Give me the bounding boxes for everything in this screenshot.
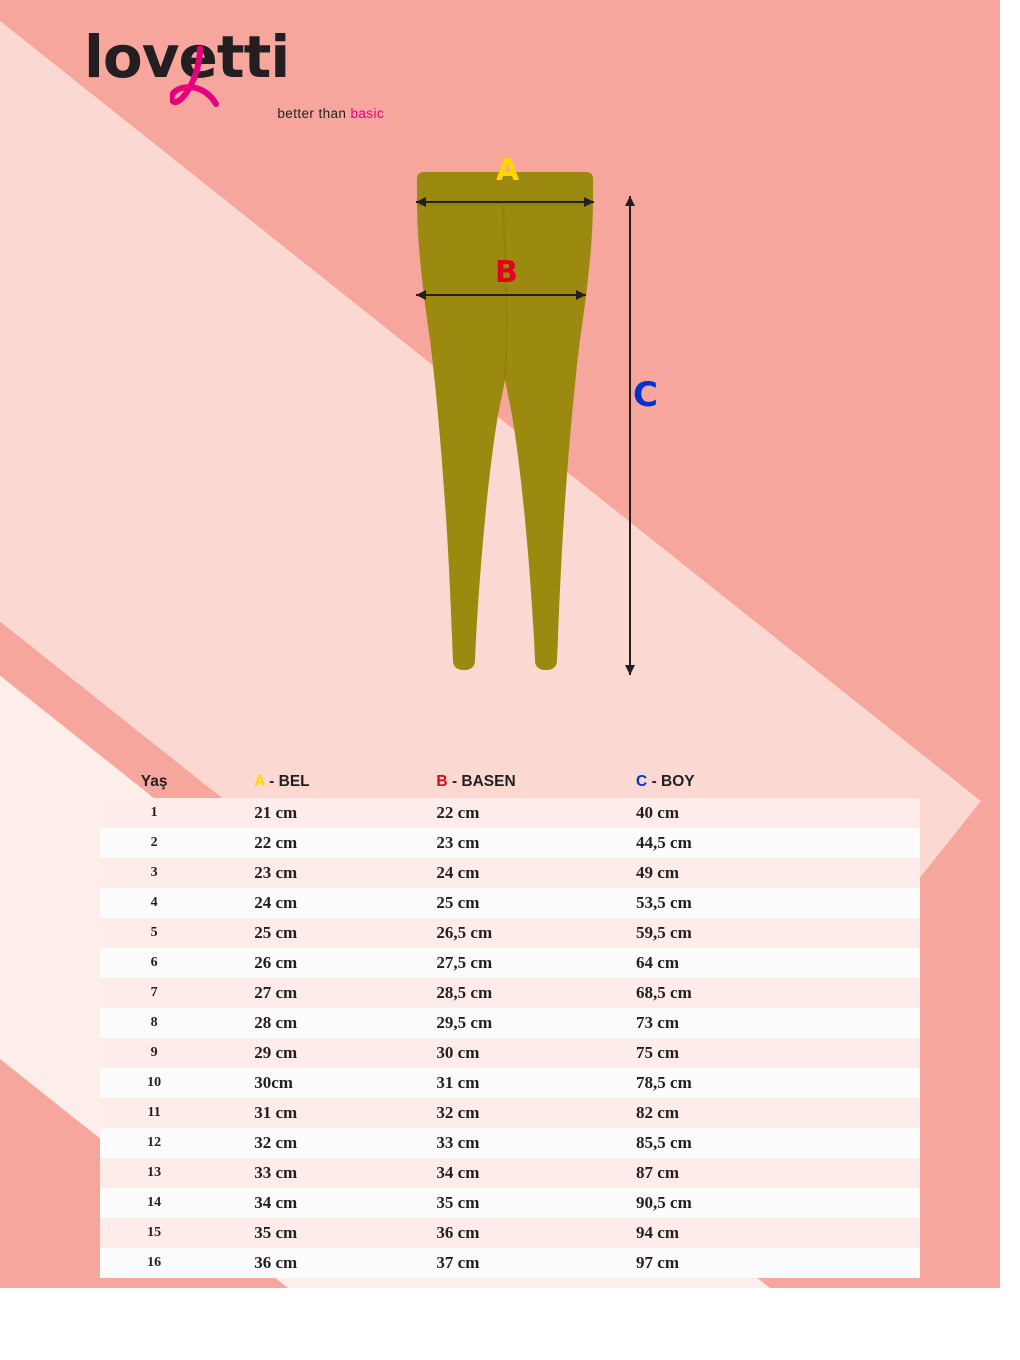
header-boy <box>618 765 920 798</box>
cell-bel: 28 cm <box>254 1013 298 1032</box>
cell-bel: 36 cm <box>254 1253 298 1272</box>
cell-boy: 97 cm <box>636 1253 680 1272</box>
cell-age: 2 <box>150 835 158 850</box>
header-basen-mark: B <box>436 772 448 790</box>
cell-bel: 32 cm <box>254 1133 298 1152</box>
cell-age: 8 <box>150 1015 158 1030</box>
cell-age: 15 <box>147 1225 162 1240</box>
cell-age: 3 <box>150 865 158 880</box>
cell-age: 1 <box>150 805 158 820</box>
background-bottom-margin <box>0 1288 1020 1360</box>
measure-arrow-c <box>625 196 635 675</box>
cell-bel: 27 cm <box>254 983 298 1002</box>
measure-label-b: B <box>495 255 518 290</box>
table-row <box>100 1218 920 1248</box>
measure-label-a: A <box>496 153 520 188</box>
cell-basen: 29,5 cm <box>436 1013 493 1032</box>
cell-boy: 82 cm <box>636 1103 680 1122</box>
brand-tagline <box>277 106 384 121</box>
table-row <box>100 1068 920 1098</box>
table-row <box>100 798 920 828</box>
cell-bel: 26 cm <box>254 953 298 972</box>
cell-age: 13 <box>147 1165 162 1180</box>
cell-basen: 35 cm <box>436 1193 480 1212</box>
cell-boy: 85,5 cm <box>636 1133 692 1152</box>
measure-label-c: C <box>633 375 658 415</box>
cell-boy: 94 cm <box>636 1223 680 1242</box>
cell-bel: 34 cm <box>254 1193 298 1212</box>
cell-age: 5 <box>150 925 158 940</box>
cell-boy: 64 cm <box>636 953 680 972</box>
cell-basen: 23 cm <box>436 833 480 852</box>
cell-age: 11 <box>147 1105 161 1120</box>
leggings-shape <box>417 172 593 670</box>
cell-bel: 25 cm <box>254 923 298 942</box>
brand-wordmark: lovetti <box>84 23 290 91</box>
cell-basen: 34 cm <box>436 1163 480 1182</box>
cell-basen: 32 cm <box>436 1103 480 1122</box>
size-chart-body <box>100 798 920 1278</box>
cell-basen: 33 cm <box>436 1133 480 1152</box>
brand-tagline-accent: basic <box>350 106 384 121</box>
header-bel-label: - BEL <box>269 772 310 790</box>
table-row <box>100 1158 920 1188</box>
table-row <box>100 1248 920 1278</box>
cell-basen: 25 cm <box>436 893 480 912</box>
cell-boy: 87 cm <box>636 1163 680 1182</box>
header-boy-label: - BOY <box>651 772 695 790</box>
cell-age: 16 <box>147 1255 162 1270</box>
cell-age: 7 <box>150 985 158 1000</box>
cell-bel: 33 cm <box>254 1163 298 1182</box>
cell-boy: 53,5 cm <box>636 893 692 912</box>
table-row <box>100 828 920 858</box>
header-bel <box>208 765 416 798</box>
cell-basen: 37 cm <box>436 1253 480 1272</box>
table-row <box>100 858 920 888</box>
table-row <box>100 948 920 978</box>
cell-age: 14 <box>147 1195 162 1210</box>
cell-basen: 22 cm <box>436 803 480 822</box>
cell-age: 12 <box>147 1135 162 1150</box>
cell-bel: 30cm <box>254 1073 293 1092</box>
header-age: Yaş <box>140 772 168 790</box>
table-row <box>100 888 920 918</box>
table-row <box>100 1188 920 1218</box>
cell-age: 4 <box>150 895 158 910</box>
header-basen <box>416 765 618 798</box>
table-row <box>100 978 920 1008</box>
leggings-illustration <box>390 150 680 710</box>
cell-boy: 59,5 cm <box>636 923 692 942</box>
cell-bel: 35 cm <box>254 1223 298 1242</box>
cell-boy: 49 cm <box>636 863 680 882</box>
cell-boy: 90,5 cm <box>636 1193 692 1212</box>
background-right-margin <box>1000 0 1020 1290</box>
cell-basen: 26,5 cm <box>436 923 493 942</box>
cell-boy: 75 cm <box>636 1043 680 1062</box>
header-bel-mark: A <box>254 772 265 790</box>
cell-basen: 30 cm <box>436 1043 480 1062</box>
table-row <box>100 1008 920 1038</box>
cell-basen: 24 cm <box>436 863 480 882</box>
size-chart-header-row <box>100 765 920 798</box>
header-basen-label: - BASEN <box>451 772 516 790</box>
table-row <box>100 918 920 948</box>
cell-basen: 31 cm <box>436 1073 480 1092</box>
cell-bel: 31 cm <box>254 1103 298 1122</box>
table-row <box>100 1038 920 1068</box>
cell-bel: 21 cm <box>254 803 298 822</box>
table-row <box>100 1098 920 1128</box>
cell-bel: 29 cm <box>254 1043 298 1062</box>
size-chart-table <box>100 765 920 1278</box>
brand-tagline-prefix: better than <box>277 106 351 121</box>
brand-logo <box>84 23 384 136</box>
cell-boy: 78,5 cm <box>636 1073 692 1092</box>
cell-age: 9 <box>150 1045 158 1060</box>
cell-age: 6 <box>150 955 158 970</box>
cell-age: 10 <box>147 1075 162 1090</box>
cell-basen: 36 cm <box>436 1223 480 1242</box>
header-boy-mark: C <box>636 772 648 790</box>
cell-boy: 44,5 cm <box>636 833 692 852</box>
cell-boy: 40 cm <box>636 803 680 822</box>
cell-basen: 28,5 cm <box>436 983 493 1002</box>
cell-bel: 23 cm <box>254 863 298 882</box>
table-row <box>100 1128 920 1158</box>
cell-basen: 27,5 cm <box>436 953 493 972</box>
cell-bel: 24 cm <box>254 893 298 912</box>
cell-boy: 68,5 cm <box>636 983 692 1002</box>
cell-boy: 73 cm <box>636 1013 680 1032</box>
cell-bel: 22 cm <box>254 833 298 852</box>
